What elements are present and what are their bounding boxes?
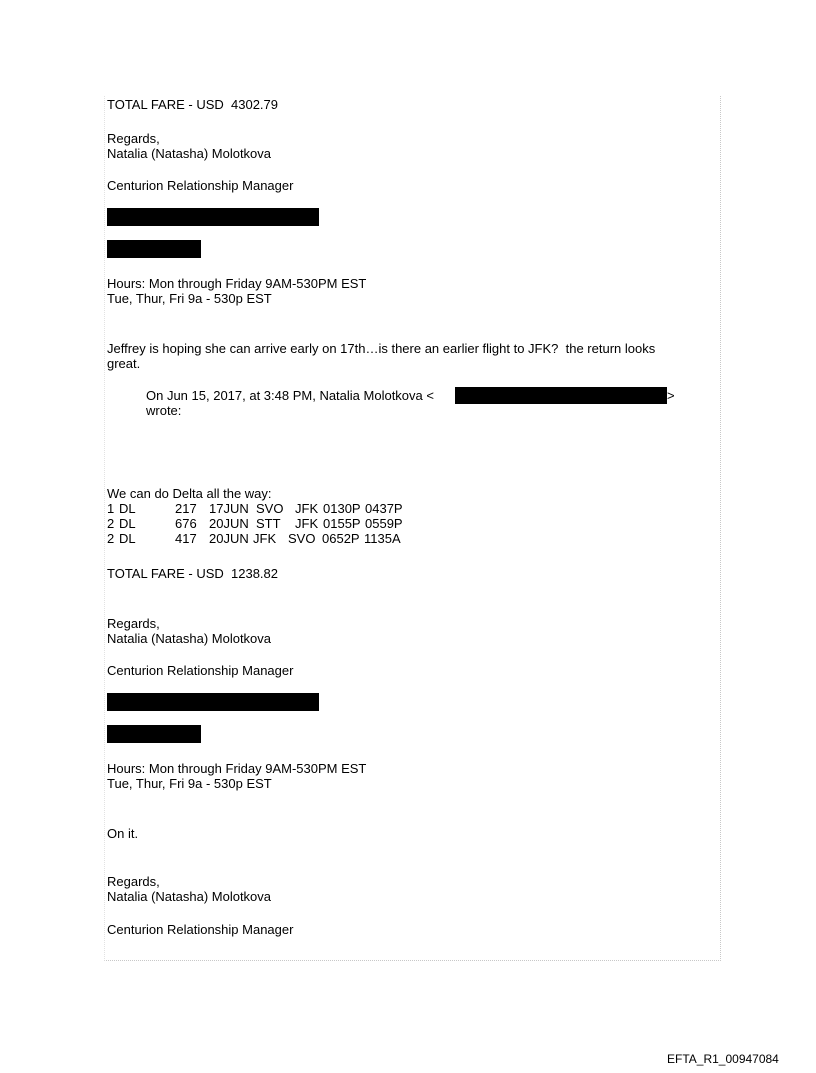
message-line-2: great.	[107, 356, 141, 371]
total-fare-1: TOTAL FARE - USD 4302.79	[107, 97, 278, 112]
redaction-bar	[107, 725, 201, 743]
redaction-bar	[107, 208, 319, 226]
hours-line-3: Hours: Mon through Friday 9AM-530PM EST	[107, 761, 367, 776]
sender-title-1: Centurion Relationship Manager	[107, 178, 294, 193]
regards-2: Regards,	[107, 616, 160, 631]
destination: JFK	[295, 501, 319, 516]
airline: DL	[119, 531, 136, 546]
flight-date: 20JUN	[209, 516, 249, 531]
departure: 0155P	[323, 516, 361, 531]
hours-line-4: Tue, Thur, Fri 9a - 530p EST	[107, 776, 272, 791]
airline: DL	[119, 516, 136, 531]
origin: JFK	[253, 531, 277, 546]
quote-header: On Jun 15, 2017, at 3:48 PM, Natalia Molotkova <	[146, 388, 434, 403]
destination: SVO	[288, 531, 316, 546]
redaction-bar	[107, 693, 319, 711]
segment: 2	[107, 531, 115, 546]
sender-name-3: Natalia (Natasha) Molotkova	[107, 889, 272, 904]
flight-date: 20JUN	[209, 531, 249, 546]
itinerary-row	[107, 516, 427, 531]
hours-line-1: Hours: Mon through Friday 9AM-530PM EST	[107, 276, 367, 291]
message-line-1: Jeffrey is hoping she can arrive early on 17th…is there an earlier flight to JFK? the return looks	[107, 341, 656, 356]
total-fare-2: TOTAL FARE - USD 1238.82	[107, 566, 278, 581]
itinerary-intro: We can do Delta all the way:	[107, 486, 272, 501]
itinerary-row	[107, 531, 427, 546]
quote-wrote: wrote:	[146, 403, 182, 418]
origin: STT	[256, 516, 281, 531]
flight-number: 676	[175, 516, 197, 531]
hours-line-2: Tue, Thur, Fri 9a - 530p EST	[107, 291, 272, 306]
on-it: On it.	[107, 826, 139, 841]
redaction-bar	[455, 387, 667, 404]
itinerary-row	[107, 501, 427, 516]
segment: 2	[107, 516, 115, 531]
arrival: 0559P	[365, 516, 403, 531]
destination: JFK	[295, 516, 319, 531]
regards-3: Regards,	[107, 874, 160, 889]
flight-number: 417	[175, 531, 197, 546]
arrival: 1135A	[364, 531, 401, 546]
document-id: EFTA_R1_00947084	[667, 1052, 779, 1066]
quote-header-end: >	[667, 388, 675, 403]
regards-1: Regards,	[107, 131, 160, 146]
arrival: 0437P	[365, 501, 403, 516]
airline: DL	[119, 501, 136, 516]
departure: 0652P	[322, 531, 360, 546]
origin: SVO	[256, 501, 284, 516]
sender-name-2: Natalia (Natasha) Molotkova	[107, 631, 272, 646]
sender-name-1: Natalia (Natasha) Molotkova	[107, 146, 272, 161]
redaction-bar	[107, 240, 201, 258]
flight-number: 217	[175, 501, 197, 516]
flight-date: 17JUN	[209, 501, 249, 516]
sender-title-3: Centurion Relationship Manager	[107, 922, 294, 937]
segment: 1	[107, 501, 115, 516]
departure: 0130P	[323, 501, 361, 516]
sender-title-2: Centurion Relationship Manager	[107, 663, 294, 678]
